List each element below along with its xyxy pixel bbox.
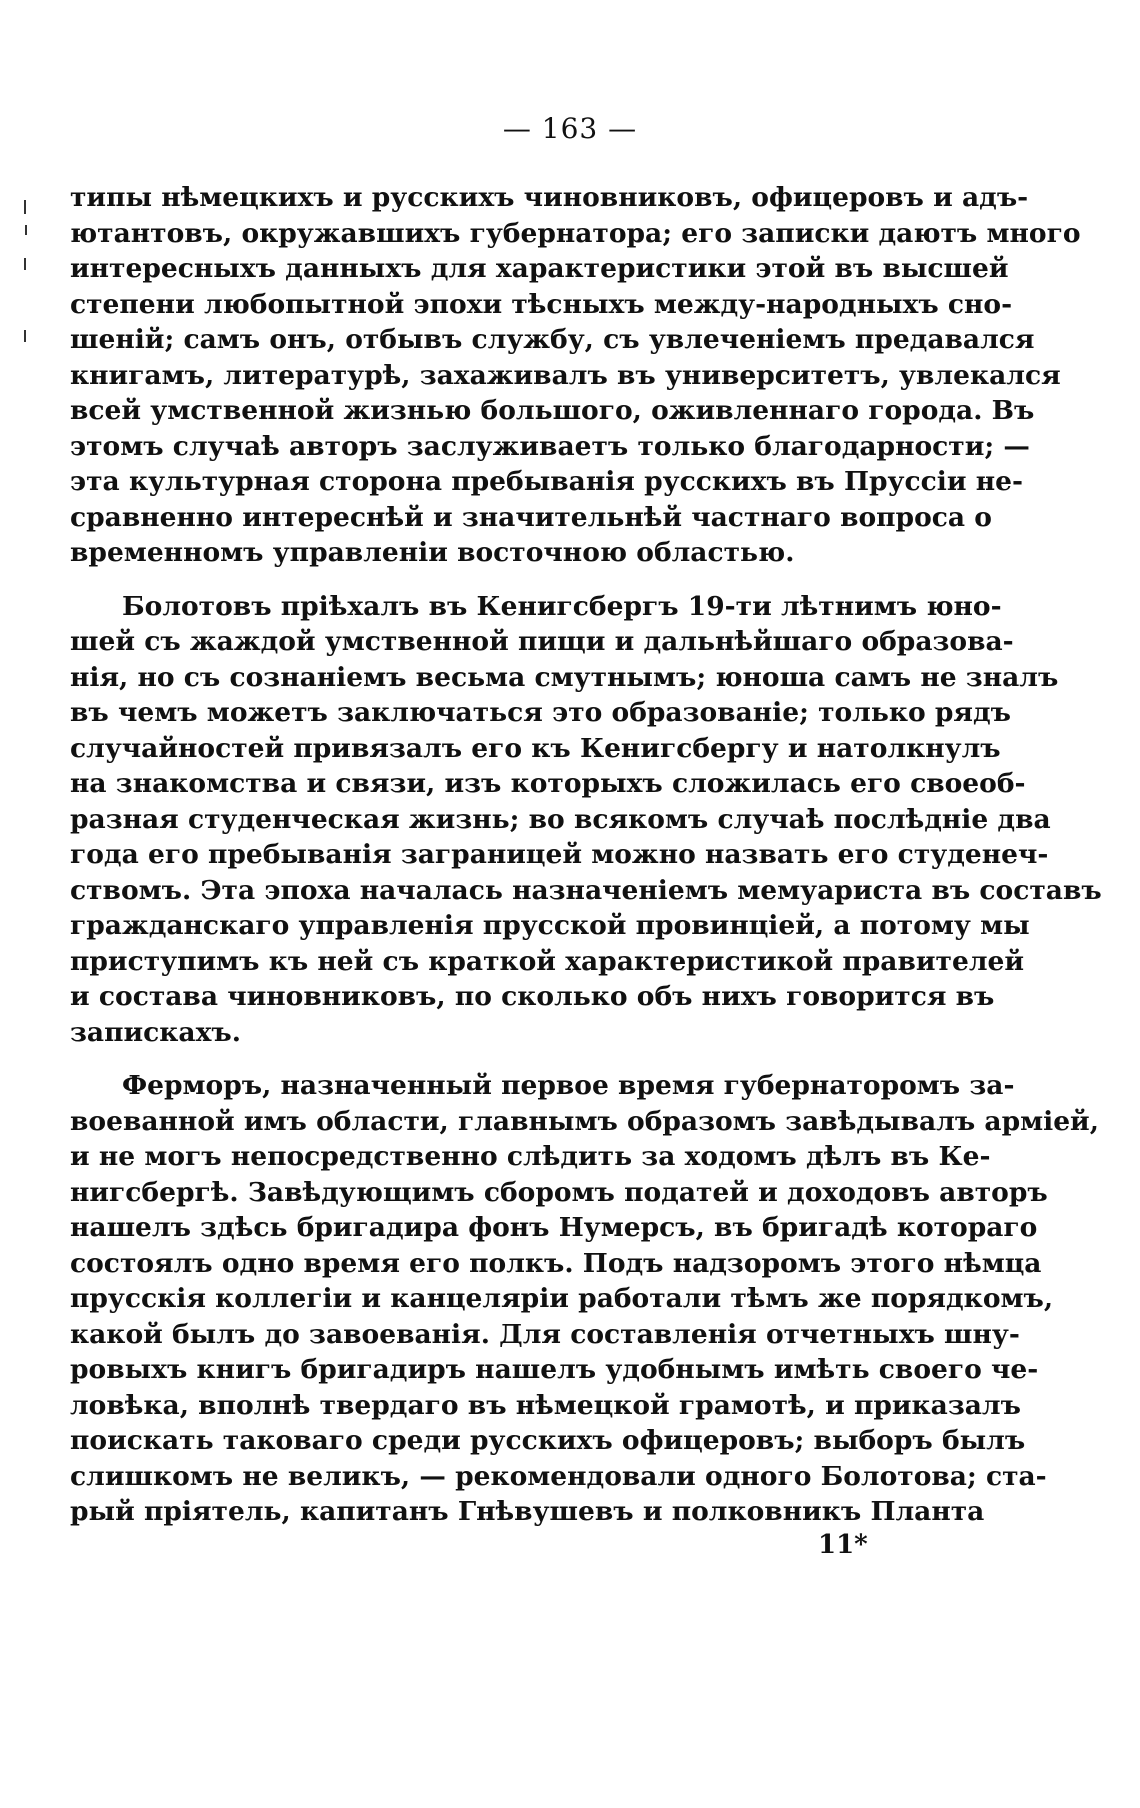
text-line: эта культурная сторона пребыванія русскихъ въ Пруссіи не-	[70, 466, 1023, 497]
text-line: книгамъ, литературѣ, захаживалъ въ университетъ, увлекался	[70, 359, 1061, 391]
text-line: слишкомъ не великъ, — рекомендовали одного Болотова; ста-	[70, 1460, 1047, 1492]
text-line: запискахъ.	[70, 1016, 241, 1048]
paragraph	[70, 589, 1102, 1051]
scan-mark	[24, 258, 26, 270]
text-line: шеній; самъ онъ, отбывъ службу, съ увлеченіемъ предавался	[70, 324, 1035, 355]
text-line: шей съ жаждой умственной пищи и дальнѣйшаго образова-	[70, 626, 1014, 657]
body-text	[70, 180, 1102, 1530]
text-line: временномъ управленіи восточною областью.	[70, 537, 795, 568]
paragraph-gap	[70, 571, 940, 589]
text-line: типы нѣмецкихъ и русскихъ чиновниковъ, офицеровъ и адъ-	[70, 182, 1029, 213]
paragraph	[70, 180, 1081, 571]
signature-mark: 11*	[818, 1530, 868, 1560]
text-line: ровыхъ книгъ бригадиръ нашелъ удобнымъ имѣть своего че-	[70, 1354, 1039, 1385]
paragraph	[70, 1068, 1099, 1530]
text-line: въ чемъ можетъ заключаться это образованіе; только рядъ	[70, 697, 1011, 728]
text-line: ловѣка, вполнѣ твердаго въ нѣмецкой грамотѣ, и приказалъ	[70, 1389, 1021, 1421]
scan-mark	[24, 200, 26, 214]
text-line: случайностей привязалъ его къ Кенигсбергу и натолкнулъ	[70, 732, 1001, 764]
text-line: нашелъ здѣсь бригадира фонъ Нумерсъ, въ бригадѣ котораго	[70, 1212, 1038, 1243]
text-line: прусскія коллегіи и канцеляріи работали тѣмъ же порядкомъ,	[70, 1283, 1054, 1314]
text-line: сравненно интереснѣй и значительнѣй частнаго вопроса о	[70, 501, 992, 533]
text-line: на знакомства и связи, изъ которыхъ сложилась его своеоб-	[70, 768, 1026, 799]
text-line: всей умственной жизнью большого, оживленнаго города. Въ	[70, 395, 1035, 426]
text-line: Болотовъ пріѣхалъ въ Кенигсбергъ 19-ти лѣтнимъ юно-	[122, 590, 1002, 622]
text-line: разная студенческая жизнь; во всякомъ случаѣ послѣдніе два	[70, 803, 1051, 835]
text-line: нія, но съ сознаніемъ весьма смутнымъ; юноша самъ не зналъ	[70, 661, 1059, 693]
text-line: Ферморъ, назначенный первое время губернаторомъ за-	[122, 1070, 1015, 1101]
text-line: интересныхъ данныхъ для характеристики этой въ высшей	[70, 253, 1009, 284]
scan-mark	[24, 330, 26, 342]
text-line: состоялъ одно время его полкъ. Подъ надзоромъ этого нѣмца	[70, 1247, 1042, 1279]
text-line: рый пріятель, капитанъ Гнѣвушевъ и полковникъ Планта	[70, 1496, 985, 1527]
text-line: поискать таковаго среди русскихъ офицеровъ; выборъ былъ	[70, 1425, 1026, 1456]
text-line: этомъ случаѣ авторъ заслуживаетъ только благодарности; —	[70, 430, 1030, 462]
text-line: и не могъ непосредственно слѣдить за ходомъ дѣлъ въ Ке-	[70, 1141, 991, 1172]
text-line: ютантовъ, окружавшихъ губернатора; его записки даютъ много	[70, 217, 1081, 249]
paragraph-gap	[70, 1050, 940, 1068]
text-line: года его пребыванія заграницей можно назвать его студенеч-	[70, 839, 1049, 870]
text-line: какой былъ до завоеванія. Для составленія отчетныхъ шну-	[70, 1318, 1020, 1350]
text-line: ствомъ. Эта эпоха началась назначеніемъ мемуариста въ составъ	[70, 874, 1102, 906]
text-line: воеванной имъ области, главнымъ образомъ завѣдывалъ арміей,	[70, 1105, 1099, 1137]
text-line: приступимъ къ ней съ краткой характеристикой правителей	[70, 945, 1025, 977]
text-line: и состава чиновниковъ, по сколько объ нихъ говорится въ	[70, 981, 995, 1012]
page-number: — 163 —	[502, 112, 638, 145]
text-line: нигсбергѣ. Завѣдующимъ сборомъ податей и доходовъ авторъ	[70, 1176, 1048, 1208]
text-line: степени любопытной эпохи тѣсныхъ между-народныхъ сно-	[70, 288, 1013, 320]
scan-mark	[25, 225, 27, 235]
text-line: гражданскаго управленія прусской провинціей, а потому мы	[70, 910, 1030, 941]
